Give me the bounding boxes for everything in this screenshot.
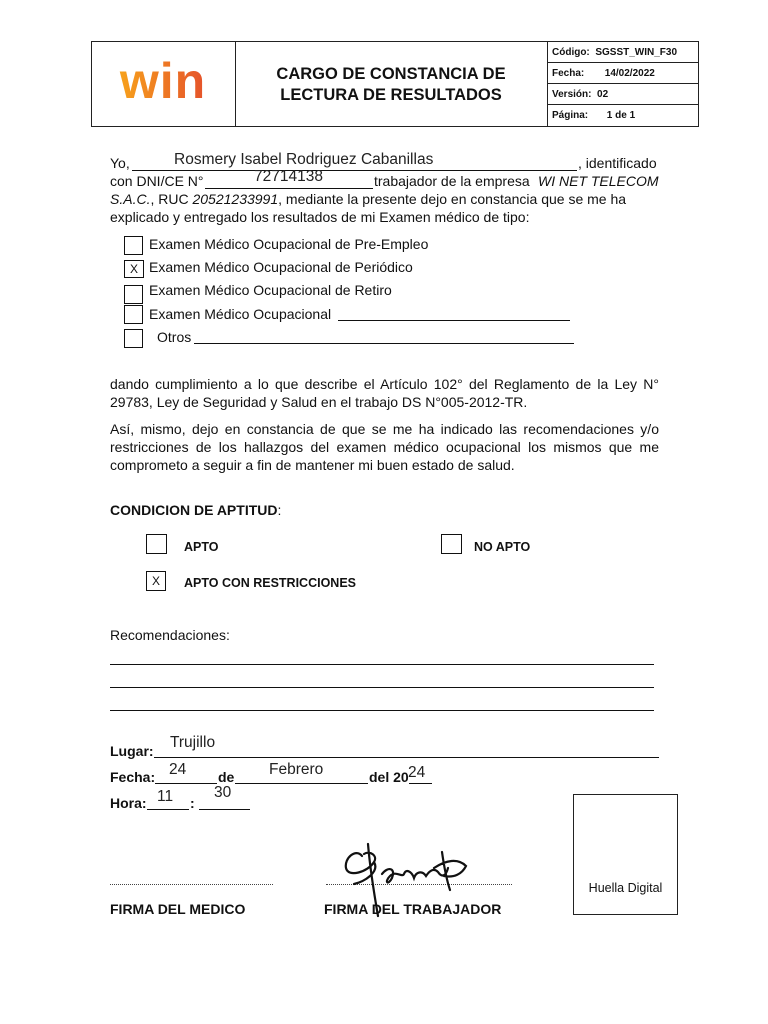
yo-label: Yo, — [110, 155, 130, 171]
dni-line — [205, 188, 373, 189]
fecha-year: 24 — [408, 764, 426, 781]
win-logo — [92, 42, 235, 126]
hora-hour-line — [147, 809, 189, 810]
apto-restricciones-label: APTO CON RESTRICCIONES — [184, 576, 357, 590]
hora-hour: 11 — [157, 788, 174, 805]
ruc-label: , RUC — [150, 191, 189, 207]
aptitud-heading-colon: : — [277, 502, 282, 518]
intro-line-3-rest: , mediante la presente dejo en constancia que se me ha — [278, 191, 627, 207]
lugar-value: Trujillo — [170, 734, 216, 751]
intro-line-3 — [110, 190, 659, 208]
ruc-value: 20521233991 — [192, 191, 279, 207]
pagina-label: Página: — [552, 110, 589, 121]
hora-minute-line — [199, 809, 250, 810]
exam-retiro-label: Examen Médico Ocupacional de Retiro — [149, 282, 392, 298]
exam-otros-checkbox[interactable] — [124, 329, 143, 348]
no-apto-label: NO APTO — [474, 540, 531, 554]
lugar-line — [154, 757, 659, 758]
codigo-value: SGSST_WIN_F30 — [595, 47, 678, 58]
fecha-day-line — [155, 783, 217, 784]
recomendaciones-line-1 — [110, 664, 654, 665]
fecha-month-line — [235, 783, 368, 784]
apto-restricciones-checkbox[interactable]: X — [146, 571, 166, 591]
codigo-label: Código: — [552, 47, 590, 58]
aptitud-heading-text: CONDICION DE APTITUD — [110, 502, 278, 518]
no-apto-checkbox[interactable] — [441, 534, 462, 554]
version-label: Versión: — [552, 89, 592, 100]
name-line — [132, 170, 577, 171]
fecha-day: 24 — [169, 761, 187, 778]
title-cell — [235, 42, 548, 126]
exam-ocupacional-label: Examen Médico Ocupacional — [149, 306, 332, 322]
meta-cell — [547, 42, 698, 126]
intro-line-4: explicado y entregado los resultados de mi Examen médico de tipo: — [110, 209, 530, 225]
dni-label: con DNI/CE N° — [110, 173, 204, 189]
hora-minute: 30 — [214, 784, 232, 801]
firma-medico-line — [110, 884, 273, 885]
huella-label: Huella Digital — [588, 881, 663, 895]
recomendaciones-label: Recomendaciones: — [110, 627, 230, 643]
fecha-year-line — [409, 783, 432, 784]
pagina-value: 1 de 1 — [606, 110, 636, 121]
exam-pre-empleo-checkbox[interactable] — [124, 236, 143, 255]
company-suffix: S.A.C. — [110, 191, 151, 207]
fecha-label: Fecha: — [110, 769, 156, 785]
codigo-row — [547, 42, 698, 63]
fecha-row — [547, 63, 698, 84]
article-paragraph: dando cumplimiento a lo que describe el Artículo 102° del Reglamento de la Ley N° 29783, Ley de Seguridad y Salud en el trabajo DS N°005-2012-TR. — [110, 376, 659, 410]
exam-periodico-checkbox[interactable]: X — [124, 260, 144, 278]
hora-separator: : — [190, 795, 195, 811]
exam-otros-line — [194, 343, 574, 344]
version-row — [547, 84, 698, 105]
huella-box — [573, 794, 678, 915]
apto-label: APTO — [184, 540, 219, 554]
exam-periodico-label: Examen Médico Ocupacional de Periódico — [149, 259, 413, 275]
document-title: CARGO DE CONSTANCIA DE LECTURA DE RESULTADOS — [276, 65, 506, 104]
version-value: 02 — [597, 89, 609, 100]
trabajador-text: trabajador de la empresa — [374, 173, 530, 189]
recomendaciones-line-2 — [110, 687, 654, 688]
logo-cell — [92, 42, 236, 126]
pagina-row — [547, 105, 698, 126]
recomendaciones-line-3 — [110, 710, 654, 711]
worker-name: Rosmery Isabel Rodriguez Cabanillas — [174, 151, 434, 168]
exam-retiro-checkbox[interactable] — [124, 285, 143, 304]
document-header — [91, 41, 699, 127]
hora-label: Hora: — [110, 795, 147, 811]
exam-ocupacional-checkbox[interactable] — [124, 305, 143, 324]
exam-ocupacional-line — [338, 320, 570, 321]
apto-checkbox[interactable] — [146, 534, 167, 554]
dni-value: 72714138 — [254, 168, 323, 185]
svg-text:win: win — [119, 53, 207, 109]
fecha-de: de — [218, 769, 235, 785]
fecha-month: Febrero — [269, 761, 324, 778]
company-name: WI NET TELECOM — [538, 173, 659, 189]
firma-trabajador-label: FIRMA DEL TRABAJADOR — [324, 901, 502, 917]
exam-otros-label: Otros — [157, 329, 192, 345]
aptitud-heading — [110, 501, 281, 519]
fecha-label: Fecha: — [552, 68, 585, 79]
exam-pre-empleo-label: Examen Médico Ocupacional de Pre-Empleo — [149, 236, 429, 252]
lugar-label: Lugar: — [110, 743, 154, 759]
firma-medico-label: FIRMA DEL MEDICO — [110, 901, 246, 917]
identificado-text: , identificado — [578, 155, 657, 171]
fecha-value: 14/02/2022 — [604, 68, 655, 79]
fecha-del: del 20 — [369, 769, 409, 785]
recommendations-paragraph: Así, mismo, dejo en constancia de que se me ha indicado las recomendaciones y/o restricciones de los hallazgos del examen médico ocupacional los mismos que me comprometo a seguir a fin de mantener mi buen estado de salud. — [110, 421, 659, 473]
